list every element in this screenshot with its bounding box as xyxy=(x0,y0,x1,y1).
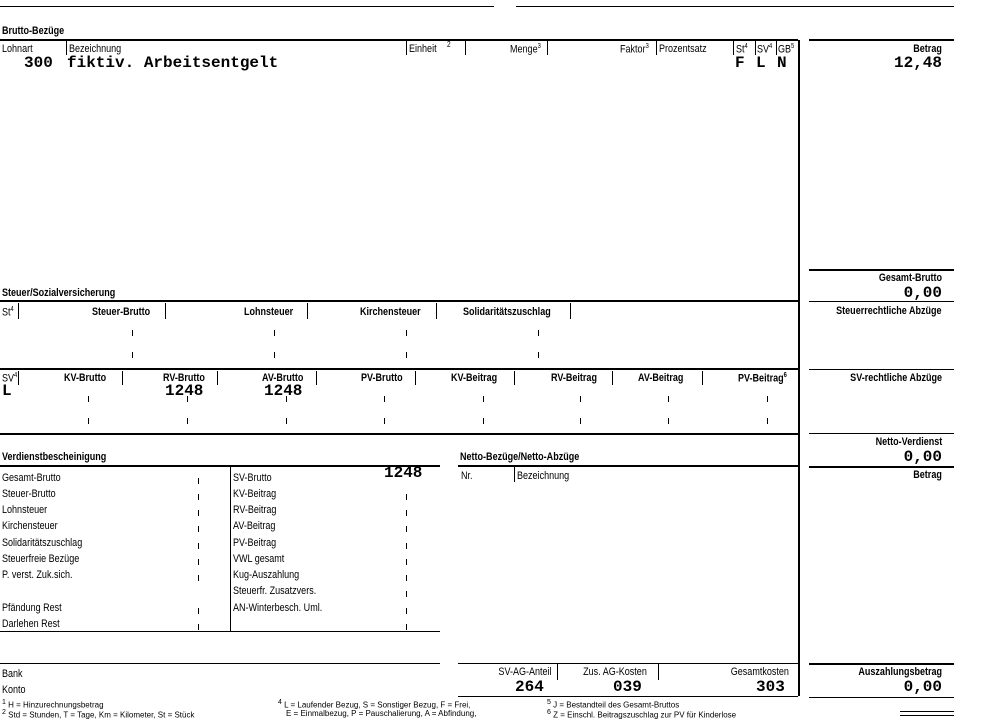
sv-tick-8a xyxy=(767,396,768,402)
verdienst-mid-8: AN-Winterbesch. Uml. xyxy=(233,602,323,614)
sv-header-rule xyxy=(0,368,798,370)
steuer-tick-4a xyxy=(538,330,539,336)
header-prozentsatz: Prozentsatz xyxy=(659,43,707,55)
vd-tick-r5 xyxy=(406,559,407,565)
steuer-col-lohnsteuer: Lohnsteuer xyxy=(244,306,294,318)
vd-tick-l5 xyxy=(198,543,199,549)
bank-top-rule xyxy=(0,663,440,664)
sv-col-kv-brutto: KV-Brutto xyxy=(64,372,107,384)
sv-right-label: SV-rechtliche Abzüge xyxy=(850,372,942,384)
vd-tick-r4 xyxy=(406,543,407,549)
verdienst-mid-5: VWL gesamt xyxy=(233,553,285,565)
steuer-right-label: Steuerrechtliche Abzüge xyxy=(836,305,942,317)
verdienst-header-rule xyxy=(0,465,440,467)
sv-sep-1 xyxy=(122,371,123,385)
footnote-4a: $^4$ L = Laufender Bezug, S = Sonstiger Bezug, F = Frei, xyxy=(278,699,471,710)
sv-col-pv-brutto: PV-Brutto xyxy=(361,372,403,384)
sv-tick-6a xyxy=(580,396,581,402)
sep-menge xyxy=(547,41,548,55)
steuer-st-label: St$^4$ xyxy=(2,306,14,319)
row-bezeichnung: fiktiv. Arbeitsentgelt xyxy=(67,54,279,72)
top-rule-left xyxy=(0,6,494,7)
sep-prozentsatz xyxy=(733,41,734,55)
sv-value-av-brutto: 1248 xyxy=(264,382,303,400)
verdienst-bottom-rule xyxy=(0,631,440,632)
header-betrag: Betrag xyxy=(913,43,942,55)
steuer-sep-1 xyxy=(165,303,166,319)
auszahlung-bottom-rule xyxy=(809,697,954,698)
sv-tick-4b xyxy=(384,418,385,424)
verdienst-title: Verdienstbescheinigung xyxy=(2,451,107,463)
sv-ag-anteil-value: 264 xyxy=(515,678,544,696)
steuer-tick-4b xyxy=(538,352,539,358)
verdienst-mid-4: PV-Beitrag xyxy=(233,537,277,549)
netto-header-rule xyxy=(458,465,798,467)
sv-value-rv-brutto: 1248 xyxy=(165,382,204,400)
gesamt-brutto-value: 0,00 xyxy=(903,284,942,302)
netto-bezeichnung-header: Bezeichnung xyxy=(517,470,570,482)
sv-tick-7b xyxy=(668,418,669,424)
vd-tick-l1 xyxy=(198,478,199,484)
header-lohnart: Lohnart xyxy=(2,43,33,55)
sv-tick-3a xyxy=(286,396,287,402)
verdienst-mid-6: Kug-Auszahlung xyxy=(233,569,300,581)
sv-tick-2b xyxy=(187,418,188,424)
sep-faktor xyxy=(656,41,657,55)
steuer-tick-2a xyxy=(274,330,275,336)
sv-col-pv-beitrag: PV-Beitrag$^6$ xyxy=(738,372,787,385)
verdienst-left-5: Steuerfreie Bezüge xyxy=(2,553,80,565)
sv-sep-3 xyxy=(316,371,317,385)
zus-ag-kosten-label: Zus. AG-Kosten xyxy=(583,666,647,678)
verdienst-left-8: Darlehen Rest xyxy=(2,618,60,630)
vd-tick-r1 xyxy=(406,494,407,500)
verdienst-left-6: P. verst. Zuk.sich. xyxy=(2,569,73,581)
steuer-title: Steuer/Sozialversicherung xyxy=(2,287,116,299)
main-right-border xyxy=(798,40,800,696)
header-sv: $SV^4$ xyxy=(757,43,773,56)
steuer-tick-1b xyxy=(132,352,133,358)
sv-ag-anteil-label: SV-AG-Anteil xyxy=(498,666,552,678)
steuer-sep-3 xyxy=(436,303,437,319)
sv-tick-6b xyxy=(580,418,581,424)
verdienst-mid-2: RV-Beitrag xyxy=(233,504,277,516)
verdienst-mid-1: KV-Beitrag xyxy=(233,488,277,500)
sv-sep-0 xyxy=(18,371,19,385)
sv-tick-4a xyxy=(384,396,385,402)
header-bezeichnung: Bezeichnung xyxy=(69,43,122,55)
sep-st xyxy=(755,41,756,55)
steuer-sep-2 xyxy=(307,303,308,319)
vd-tick-l8 xyxy=(198,608,199,614)
vd-tick-r3 xyxy=(406,526,407,532)
verdienst-left-4: Solidaritätszuschlag xyxy=(2,537,83,549)
gesamt-brutto-rule xyxy=(809,269,954,271)
netto-verdienst-value: 0,00 xyxy=(903,448,942,466)
sv-tick-5a xyxy=(483,396,484,402)
sv-value-l: L xyxy=(2,382,12,400)
sv-tick-8b xyxy=(767,418,768,424)
verdienst-mid-3: AV-Beitrag xyxy=(233,520,276,532)
kosten-sep-1 xyxy=(557,664,558,680)
zus-ag-kosten-value: 039 xyxy=(613,678,642,696)
sv-col-av-beitrag: AV-Beitrag xyxy=(638,372,684,384)
sv-tick-1b xyxy=(88,418,89,424)
sep-lohnart xyxy=(66,41,67,55)
header-einheit-sup: 2 xyxy=(447,40,451,49)
steuer-sep-4 xyxy=(570,303,571,319)
footnote-1: $^1$ H = Hinzurechnungsbetrag xyxy=(2,699,104,710)
sv-sep-4 xyxy=(415,371,416,385)
netto-betrag-rule xyxy=(809,466,954,468)
sv-sep-6 xyxy=(612,371,613,385)
sep-sv xyxy=(776,41,777,55)
sv-sep-2 xyxy=(217,371,218,385)
steuer-tick-1a xyxy=(132,330,133,336)
header-menge: Menge$^3$ xyxy=(510,43,541,56)
vd-tick-r6 xyxy=(406,575,407,581)
sep-einheit xyxy=(465,41,466,55)
footnote-6: $^6$ Z = Einschl. Beitragszuschlag zur PV für Kinderlose xyxy=(547,709,737,720)
sv-tick-1a xyxy=(88,396,89,402)
kosten-bottom-rule xyxy=(458,696,798,697)
verdienst-left-0: Gesamt-Brutto xyxy=(2,472,61,484)
verdienst-sv-brutto-value: 1248 xyxy=(384,464,423,482)
auszahlung-top-rule xyxy=(809,663,954,665)
vd-tick-l2 xyxy=(198,494,199,500)
brutto-title: Brutto-Bezüge xyxy=(2,25,65,37)
netto-verdienst-top-rule xyxy=(809,433,954,434)
netto-verdienst-label: Netto-Verdienst xyxy=(875,436,942,448)
header-gb: $GB^5$ xyxy=(778,43,795,56)
steuer-col-kirchensteuer: Kirchensteuer xyxy=(360,306,421,318)
verdienst-left-1: Steuer-Brutto xyxy=(2,488,56,500)
vd-tick-r8 xyxy=(406,608,407,614)
sv-col-rv-brutto: RV-Brutto xyxy=(163,372,205,384)
netto-title: Netto-Bezüge/Netto-Abzüge xyxy=(460,451,580,463)
footnote-5: $^5$ J = Bestandteil des Gesamt-Bruttos xyxy=(547,699,680,710)
sep-bezeichnung xyxy=(406,41,407,55)
kosten-sep-2 xyxy=(658,664,659,680)
konto-label: Konto xyxy=(2,684,26,696)
sv-tick-2a xyxy=(187,396,188,402)
sv-right-rule xyxy=(809,369,954,370)
steuer-col-steuer-brutto: Steuer-Brutto xyxy=(92,306,151,318)
sv-col-kv-beitrag: KV-Beitrag xyxy=(451,372,498,384)
header-einheit: Einheit xyxy=(409,43,437,55)
vd-tick-l4 xyxy=(198,526,199,532)
netto-betrag-label: Betrag xyxy=(913,469,942,481)
auszahlung-value: 0,00 xyxy=(903,678,942,696)
verdienst-left-7: Pfändung Rest xyxy=(2,602,62,614)
bottom-double-rule-2 xyxy=(900,715,954,716)
row-lohnart: 300 xyxy=(24,54,53,72)
auszahlung-label: Auszahlungsbetrag xyxy=(858,666,942,678)
brutto-right-header-rule xyxy=(809,39,954,41)
gesamtkosten-value: 303 xyxy=(756,678,785,696)
verdienst-left-3: Kirchensteuer xyxy=(2,520,58,532)
steuer-tick-3a xyxy=(406,330,407,336)
netto-nr-sep xyxy=(514,466,515,482)
sv-sep-5 xyxy=(514,371,515,385)
verdienst-mid-0: SV-Brutto xyxy=(233,472,272,484)
vd-tick-r2 xyxy=(406,510,407,516)
brutto-header-rule xyxy=(0,39,798,41)
sv-tick-5b xyxy=(483,418,484,424)
header-st: St$^4$ xyxy=(736,43,748,56)
sv-label: $SV^4$ xyxy=(2,372,18,385)
section-rule-verdienst xyxy=(0,433,798,435)
sv-col-rv-beitrag: RV-Beitrag xyxy=(551,372,597,384)
sv-col-av-brutto: AV-Brutto xyxy=(262,372,304,384)
row-st: F xyxy=(735,54,745,72)
sv-tick-7a xyxy=(668,396,669,402)
bottom-double-rule-1 xyxy=(900,711,954,712)
vd-tick-r9 xyxy=(406,624,407,630)
header-faktor: Faktor$^3$ xyxy=(620,43,649,56)
row-sv: L xyxy=(756,54,766,72)
vd-tick-l3 xyxy=(198,510,199,516)
steuer-tick-2b xyxy=(274,352,275,358)
kosten-top-rule xyxy=(458,663,798,664)
steuer-sep-0 xyxy=(18,303,19,319)
gesamtkosten-label: Gesamtkosten xyxy=(730,666,789,678)
sv-sep-7 xyxy=(702,371,703,385)
vd-tick-l6 xyxy=(198,559,199,565)
steuer-col-soli: Solidaritätszuschlag xyxy=(463,306,551,318)
verdienst-mid-7: Steuerfr. Zusatzvers. xyxy=(233,585,317,597)
footnote-4b: E = Einmalbezug, P = Pauschalierung, A = Abfindung, xyxy=(286,709,477,718)
top-rule-right xyxy=(516,6,954,7)
vd-tick-l7 xyxy=(198,575,199,581)
steuer-right-rule xyxy=(809,301,954,302)
sv-tick-3b xyxy=(286,418,287,424)
vd-tick-r7 xyxy=(406,591,407,597)
gesamt-brutto-label: Gesamt-Brutto xyxy=(878,272,942,284)
verdienst-mid-sep xyxy=(230,466,231,631)
verdienst-left-2: Lohnsteuer xyxy=(2,504,48,516)
footnote-2: $^2$ Std = Stunden, T = Tage, Km = Kilometer, St = Stück xyxy=(2,709,195,720)
row-gb: N xyxy=(777,54,787,72)
bank-label: Bank xyxy=(2,668,23,680)
vd-tick-l9 xyxy=(198,624,199,630)
steuer-header-rule xyxy=(0,300,798,302)
netto-nr-header: Nr. xyxy=(461,470,473,482)
row-betrag: 12,48 xyxy=(893,54,942,72)
steuer-tick-3b xyxy=(406,352,407,358)
